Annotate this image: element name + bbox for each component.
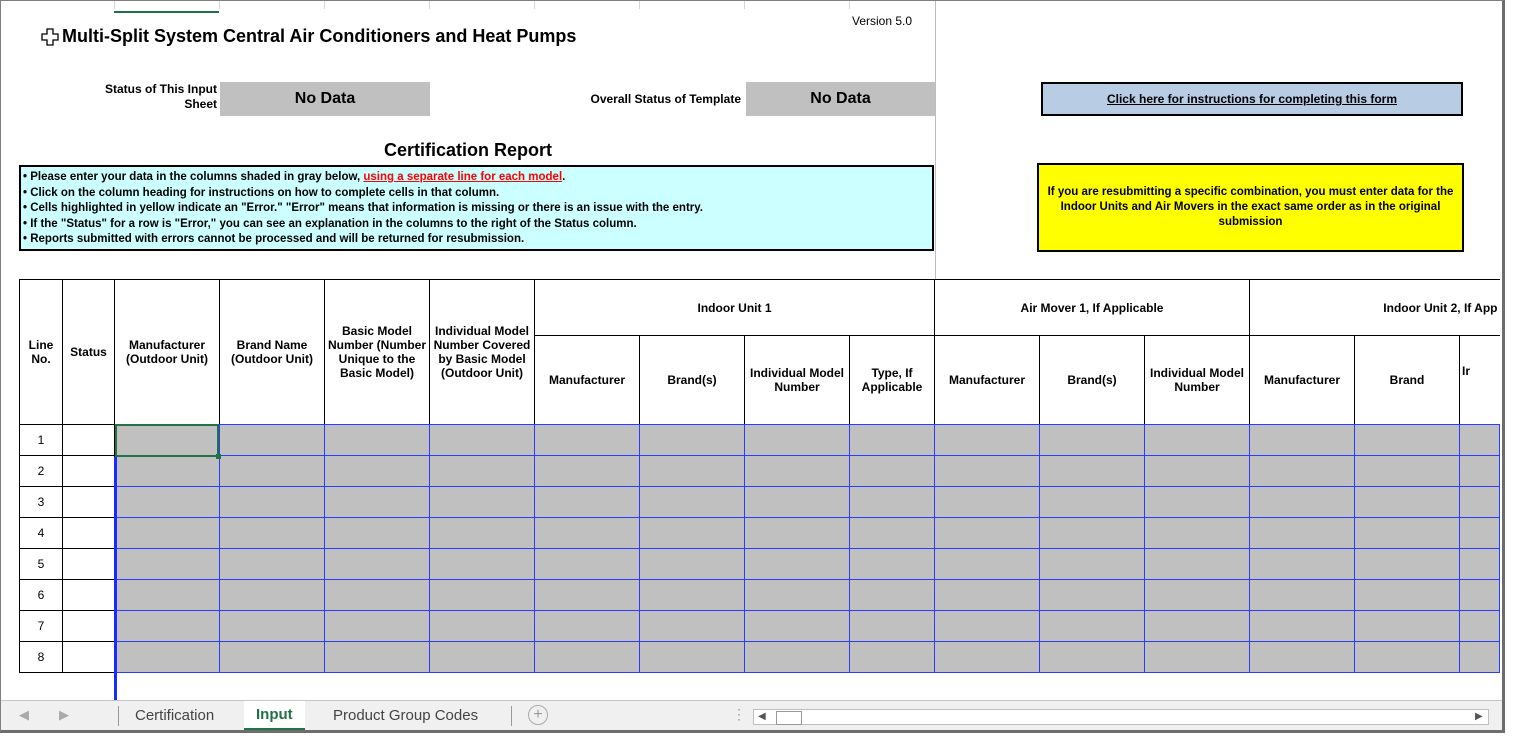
input-cell[interactable] — [1355, 425, 1460, 456]
input-cell[interactable] — [1460, 487, 1500, 518]
table-row — [20, 425, 1500, 456]
input-cell[interactable] — [430, 642, 535, 673]
input-cell[interactable] — [850, 456, 935, 487]
input-cell[interactable] — [325, 456, 430, 487]
header-brand-outdoor[interactable]: Brand Name (Outdoor Unit) — [220, 280, 325, 425]
input-cell[interactable] — [220, 487, 325, 518]
input-cell[interactable] — [1250, 580, 1355, 611]
row-status-cell[interactable] — [63, 456, 115, 487]
instructions-link-button[interactable]: Click here for instructions for completing this form — [1041, 82, 1463, 116]
table-row — [20, 642, 1500, 673]
input-cell[interactable] — [1145, 487, 1250, 518]
input-cell[interactable] — [535, 487, 640, 518]
title-text: Multi-Split System Central Air Conditioners and Heat Pumps — [62, 26, 577, 46]
sheet-tab-bar — [1, 700, 1503, 732]
header-indoor2-truncated[interactable]: Ir — [1460, 336, 1500, 425]
input-cell[interactable] — [430, 425, 535, 456]
input-cell[interactable] — [1145, 642, 1250, 673]
input-cell[interactable] — [535, 642, 640, 673]
table-row — [20, 580, 1500, 611]
tab-input[interactable]: Input — [244, 701, 305, 730]
row-status-cell[interactable] — [63, 549, 115, 580]
input-cell[interactable] — [850, 518, 935, 549]
input-cell[interactable] — [325, 518, 430, 549]
input-cell[interactable] — [850, 549, 935, 580]
row-number: 4 — [20, 518, 63, 549]
input-cell[interactable] — [1460, 518, 1500, 549]
input-cell[interactable] — [935, 518, 1040, 549]
input-cell[interactable] — [1355, 611, 1460, 642]
input-cell[interactable] — [1250, 642, 1355, 673]
input-cell[interactable] — [430, 518, 535, 549]
input-cell[interactable] — [935, 580, 1040, 611]
scroll-tabs-left-icon[interactable]: ◀ — [19, 707, 29, 722]
add-sheet-icon[interactable]: + — [528, 705, 548, 725]
row-number: 5 — [20, 549, 63, 580]
input-cell[interactable] — [535, 549, 640, 580]
input-cell[interactable] — [850, 487, 935, 518]
header-indoor-unit-2[interactable]: Indoor Unit 2, If App — [1250, 280, 1500, 336]
input-cell[interactable] — [115, 549, 220, 580]
table-row — [20, 518, 1500, 549]
input-cell[interactable] — [1460, 642, 1500, 673]
input-cell[interactable] — [115, 487, 220, 518]
input-cell[interactable] — [1040, 518, 1145, 549]
tab-certification[interactable]: Certification — [135, 706, 215, 724]
header-indoor2-brand[interactable]: Brand — [1355, 336, 1460, 425]
input-cell[interactable] — [115, 642, 220, 673]
input-cell[interactable] — [325, 425, 430, 456]
input-cell[interactable] — [745, 425, 850, 456]
input-cell[interactable] — [640, 580, 745, 611]
selected-cell[interactable] — [115, 424, 219, 457]
input-cell[interactable] — [220, 580, 325, 611]
active-column-marker — [114, 11, 219, 13]
input-cell[interactable] — [850, 611, 935, 642]
input-cell[interactable] — [430, 456, 535, 487]
fill-handle[interactable] — [216, 454, 221, 459]
input-cell[interactable] — [325, 642, 430, 673]
input-cell[interactable] — [115, 456, 220, 487]
input-cell[interactable] — [745, 642, 850, 673]
row-number: 2 — [20, 456, 63, 487]
row-status-cell[interactable] — [63, 425, 115, 456]
input-cell[interactable] — [640, 611, 745, 642]
scroll-tabs-right-icon[interactable]: ▶ — [59, 707, 69, 722]
input-cell[interactable] — [1355, 487, 1460, 518]
input-cell[interactable] — [935, 425, 1040, 456]
input-cell[interactable] — [115, 611, 220, 642]
input-cell[interactable] — [640, 549, 745, 580]
row-status-cell[interactable] — [63, 580, 115, 611]
input-cell[interactable] — [1250, 549, 1355, 580]
input-cell[interactable] — [1145, 549, 1250, 580]
input-cell[interactable] — [640, 456, 745, 487]
scroll-right-icon[interactable]: ▶ — [1475, 711, 1483, 722]
input-cell[interactable] — [220, 642, 325, 673]
input-cell[interactable] — [1250, 425, 1355, 456]
table-row — [20, 549, 1500, 580]
input-cell[interactable] — [1355, 580, 1460, 611]
row-number: 8 — [20, 642, 63, 673]
input-cell[interactable] — [935, 611, 1040, 642]
version-label: Version 5.0 — [852, 14, 913, 28]
table-row — [20, 487, 1500, 518]
input-cell[interactable] — [220, 549, 325, 580]
input-cell[interactable] — [1040, 611, 1145, 642]
input-cell[interactable] — [220, 456, 325, 487]
input-cell[interactable] — [220, 611, 325, 642]
header-airmover1-model[interactable]: Individual Model Number — [1145, 336, 1250, 425]
input-cell[interactable] — [1460, 611, 1500, 642]
selection-left-edge — [114, 457, 117, 701]
input-cell[interactable] — [1040, 549, 1145, 580]
input-cell[interactable] — [1250, 518, 1355, 549]
input-cell[interactable] — [1460, 549, 1500, 580]
tab-product-group-codes[interactable]: Product Group Codes — [333, 706, 479, 724]
row-number: 6 — [20, 580, 63, 611]
input-cell[interactable] — [1460, 425, 1500, 456]
header-basic-model[interactable]: Basic Model Number (Number Unique to the Basic Model) — [325, 280, 430, 425]
table-row — [20, 456, 1500, 487]
input-cell[interactable] — [640, 425, 745, 456]
input-cell[interactable] — [220, 425, 325, 456]
separate-line-link[interactable]: using a separate line for each model — [363, 171, 563, 183]
input-cell[interactable] — [640, 642, 745, 673]
input-cell[interactable] — [220, 518, 325, 549]
column-headers — [19, 279, 1500, 425]
input-cell[interactable] — [1355, 518, 1460, 549]
input-cell[interactable] — [535, 425, 640, 456]
row-status-cell[interactable] — [63, 642, 115, 673]
header-indoor1-manufacturer[interactable]: Manufacturer — [535, 336, 640, 425]
input-cell[interactable] — [430, 549, 535, 580]
input-cell[interactable] — [935, 549, 1040, 580]
input-cell[interactable] — [935, 456, 1040, 487]
input-cell[interactable] — [640, 518, 745, 549]
input-cell[interactable] — [1250, 456, 1355, 487]
header-indoor-unit-1[interactable]: Indoor Unit 1 — [535, 280, 935, 336]
input-cell[interactable] — [1145, 425, 1250, 456]
input-cell[interactable] — [535, 518, 640, 549]
header-individual-model[interactable]: Individual Model Number Covered by Basic Model (Outdoor Unit) — [430, 280, 535, 425]
input-cell[interactable] — [850, 425, 935, 456]
input-cell[interactable] — [745, 487, 850, 518]
input-cell[interactable] — [1040, 642, 1145, 673]
input-cell[interactable] — [640, 487, 745, 518]
row-status-cell[interactable] — [63, 487, 115, 518]
input-cell[interactable] — [745, 456, 850, 487]
header-indoor1-brands[interactable]: Brand(s) — [640, 336, 745, 425]
input-cell[interactable] — [115, 518, 220, 549]
table-row — [20, 611, 1500, 642]
input-cell[interactable] — [1355, 456, 1460, 487]
row-number: 1 — [20, 425, 63, 456]
row-status-cell[interactable] — [63, 611, 115, 642]
overall-status-value: No Data — [746, 82, 935, 116]
input-cell[interactable] — [1460, 580, 1500, 611]
input-cell[interactable] — [535, 456, 640, 487]
input-cell[interactable] — [1145, 580, 1250, 611]
input-cell[interactable] — [745, 549, 850, 580]
header-status[interactable]: Status — [63, 280, 115, 425]
input-cell[interactable] — [850, 580, 935, 611]
input-cell[interactable] — [1040, 456, 1145, 487]
header-indoor1-type[interactable]: Type, If Applicable — [850, 336, 935, 425]
row-number: 7 — [20, 611, 63, 642]
input-cell[interactable] — [1145, 456, 1250, 487]
header-airmover1-manufacturer[interactable]: Manufacturer — [935, 336, 1040, 425]
input-cell[interactable] — [325, 487, 430, 518]
row-status-cell[interactable] — [63, 518, 115, 549]
input-cell[interactable] — [535, 611, 640, 642]
header-line-no[interactable]: Line No. — [20, 280, 63, 425]
input-cell[interactable] — [430, 580, 535, 611]
input-cell[interactable] — [1040, 425, 1145, 456]
input-cell[interactable] — [1145, 611, 1250, 642]
scrollbar-thumb[interactable] — [776, 711, 802, 725]
input-cell[interactable] — [325, 549, 430, 580]
input-cell[interactable] — [115, 580, 220, 611]
header-airmover1-brands[interactable]: Brand(s) — [1040, 336, 1145, 425]
header-indoor1-model[interactable]: Individual Model Number — [745, 336, 850, 425]
scroll-left-icon[interactable]: ◀ — [758, 711, 766, 722]
input-cell[interactable] — [1040, 487, 1145, 518]
input-cell[interactable] — [1040, 580, 1145, 611]
input-cell[interactable] — [1355, 642, 1460, 673]
input-cell[interactable] — [1460, 456, 1500, 487]
page-title — [41, 26, 576, 47]
overall-status-label: Overall Status of Template — [590, 92, 741, 106]
input-cell[interactable] — [935, 487, 1040, 518]
input-cell[interactable] — [850, 642, 935, 673]
input-cell[interactable] — [1250, 487, 1355, 518]
input-cell[interactable] — [935, 642, 1040, 673]
horizontal-scrollbar[interactable] — [753, 709, 1489, 725]
row-number: 3 — [20, 487, 63, 518]
input-cell[interactable] — [1250, 611, 1355, 642]
pane-divider — [935, 1, 936, 279]
header-manufacturer-outdoor[interactable]: Manufacturer (Outdoor Unit) — [115, 280, 220, 425]
certification-report-title: Certification Report — [384, 140, 553, 160]
header-air-mover-1[interactable]: Air Mover 1, If Applicable — [935, 280, 1250, 336]
status-input-value: No Data — [220, 82, 430, 116]
instructions-info-box: • Please enter your data in the columns shaded in gray below, using a separate line for each model. • Click on the column heading for instructions on how to complete cells in that column. • Cells highlighted in yellow indicate an "Error." "Error" means that information is missing or there is an issue with the entry. • If the "Status" for a row is "Error," you can see an explanation in the columns to the right of the Status column. • Reports submitted with errors cannot be processed and will be returned for resubmission. — [19, 165, 934, 251]
input-cell[interactable] — [745, 611, 850, 642]
input-cell[interactable] — [430, 611, 535, 642]
status-input-label: Status of This Input Sheet — [105, 82, 217, 111]
input-cell[interactable] — [1355, 549, 1460, 580]
input-cell[interactable] — [430, 487, 535, 518]
input-cell[interactable] — [535, 580, 640, 611]
data-rows — [19, 424, 1500, 673]
input-cell[interactable] — [745, 518, 850, 549]
plus-cursor-icon — [41, 28, 59, 46]
input-cell[interactable] — [745, 580, 850, 611]
splitter-handle-icon[interactable]: ⋮ — [732, 706, 746, 722]
resubmit-note: If you are resubmitting a specific combination, you must enter data for the Indoor Units and Air Movers in the exact same order as in the original submission — [1037, 163, 1464, 252]
header-indoor2-manufacturer[interactable]: Manufacturer — [1250, 336, 1355, 425]
input-cell[interactable] — [325, 580, 430, 611]
input-cell[interactable] — [1145, 518, 1250, 549]
input-cell[interactable] — [325, 611, 430, 642]
